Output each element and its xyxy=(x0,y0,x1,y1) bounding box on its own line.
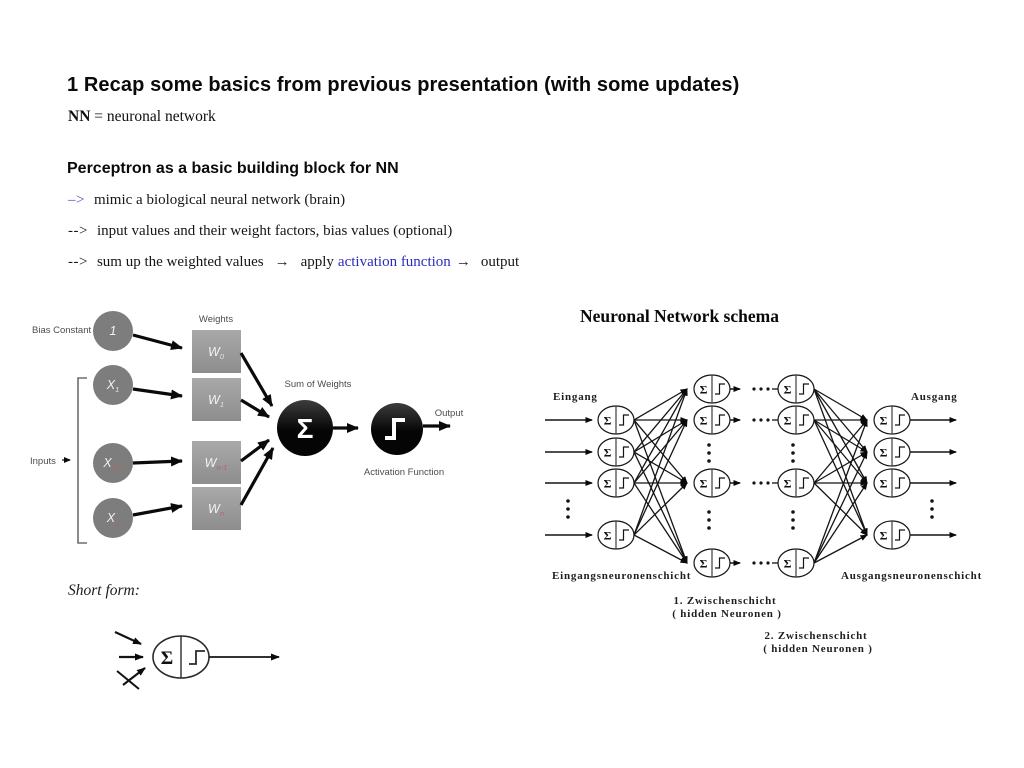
weight-box-label: $W_n$ xyxy=(208,502,224,518)
arrow xyxy=(133,335,182,348)
nn-definition xyxy=(68,108,216,126)
connection-arrow xyxy=(814,535,867,563)
sigma-icon: Σ xyxy=(879,413,888,428)
weights-label: Weights xyxy=(198,314,234,325)
sigma-icon: Σ xyxy=(296,413,314,444)
arrow xyxy=(133,461,182,463)
sigma-icon: Σ xyxy=(879,445,888,460)
bullet-sum xyxy=(68,254,519,271)
connection-arrow xyxy=(634,389,687,535)
short-form-neuron-diagram xyxy=(103,618,303,698)
activation-node xyxy=(371,403,423,455)
more-neurons-dots xyxy=(707,526,711,530)
more-neurons-dots xyxy=(707,459,711,463)
bullet-text: apply xyxy=(300,254,334,270)
output-label: Output xyxy=(434,408,464,419)
more-outputs-dots xyxy=(930,515,934,519)
more-neurons-dots xyxy=(791,443,795,447)
connection-arrow xyxy=(814,483,867,563)
more-inputs-dots xyxy=(566,507,570,511)
more-neurons-dots xyxy=(791,510,795,514)
bullet-text: input values and their weight factors, bias values (optional) xyxy=(96,223,453,239)
more-inputs-dots xyxy=(566,499,570,503)
more-neurons-dots xyxy=(707,451,711,455)
arrow-marker-icon: –> xyxy=(68,192,85,208)
connection-arrow xyxy=(814,389,867,535)
layer-ellipsis-dots xyxy=(752,387,755,390)
page-title: 1 Recap some basics from previous presentation (with some updates) xyxy=(67,74,740,96)
sigma-icon: Σ xyxy=(783,382,792,397)
sigma-icon: Σ xyxy=(603,445,612,460)
more-neurons-dots xyxy=(791,518,795,522)
weight-box-label: $W_1$ xyxy=(208,393,224,409)
arrow xyxy=(241,353,272,406)
arrow xyxy=(241,440,269,461)
nn-schema-title: Neuronal Network schema xyxy=(580,306,779,326)
crossed-input-line xyxy=(117,671,139,689)
activation-function-link[interactable]: activation function xyxy=(337,254,451,270)
sigma-icon: Σ xyxy=(783,413,792,428)
arrow xyxy=(241,400,269,417)
layer-ellipsis-dots xyxy=(752,418,755,421)
layer-ellipsis-dots xyxy=(766,387,769,390)
activation-function-label: Activation Function xyxy=(363,467,445,478)
layer-ellipsis-dots xyxy=(759,418,762,421)
sigma-icon: Σ xyxy=(603,528,612,543)
arrow-marker-icon: --> xyxy=(68,223,88,239)
perceptron-diagram xyxy=(8,293,488,555)
short-form-label: Short form: xyxy=(68,582,140,599)
inputs-bracket xyxy=(78,378,87,543)
layer-ellipsis-dots xyxy=(766,561,769,564)
input-node-label: $X_n$ xyxy=(106,511,120,527)
hidden-layer-1-label: 1. Zwischenschicht xyxy=(673,595,777,607)
layer-ellipsis-dots xyxy=(752,481,755,484)
bullet-mimic xyxy=(68,192,345,209)
nn-abbrev: NN xyxy=(68,108,91,125)
hidden-layer-2-label: 2. Zwischenschicht xyxy=(764,630,868,642)
input-arrow xyxy=(123,668,145,685)
sigma-icon: Σ xyxy=(879,528,888,543)
hidden-layer-1-sublabel: ( hidden Neuronen ) xyxy=(672,608,782,620)
bullet-text: output xyxy=(480,254,520,270)
connection-arrow xyxy=(634,535,687,563)
more-outputs-dots xyxy=(930,499,934,503)
layer-ellipsis-dots xyxy=(759,561,762,564)
sigma-icon: Σ xyxy=(160,648,174,669)
connection-arrow xyxy=(634,389,687,420)
output-layer-label: Ausgangsneuronenschicht xyxy=(841,570,983,582)
weight-box-label: $W_{n-1}$ xyxy=(204,456,228,472)
ausgang-label: Ausgang xyxy=(911,391,958,403)
right-arrow-icon: → xyxy=(455,254,471,270)
more-outputs-dots xyxy=(930,507,934,511)
sigma-icon: Σ xyxy=(699,413,708,428)
right-arrow-icon: → xyxy=(274,254,290,270)
eingang-label: Eingang xyxy=(553,391,598,403)
bias-constant-label: Bias Constant xyxy=(32,325,92,336)
input-node-label: 1 xyxy=(109,324,117,338)
more-neurons-dots xyxy=(707,518,711,522)
sigma-icon: Σ xyxy=(699,556,708,571)
sigma-icon: Σ xyxy=(603,476,612,491)
sigma-icon: Σ xyxy=(879,476,888,491)
more-inputs-dots xyxy=(566,515,570,519)
weight-box-label: $W_0$ xyxy=(208,345,224,361)
bullet-inputs xyxy=(68,223,452,240)
sigma-icon: Σ xyxy=(699,382,708,397)
connection-arrow xyxy=(814,452,867,563)
layer-ellipsis-dots xyxy=(759,481,762,484)
sigma-icon: Σ xyxy=(783,476,792,491)
input-layer-label: Eingangsneuronenschicht xyxy=(552,570,692,582)
layer-ellipsis-dots xyxy=(752,561,755,564)
neural-network-schema-diagram xyxy=(543,373,1008,668)
hidden-layer-2-sublabel: ( hidden Neuronen ) xyxy=(763,643,873,655)
sigma-icon: Σ xyxy=(699,476,708,491)
arrow xyxy=(133,506,182,515)
connection-arrow xyxy=(814,389,867,420)
inputs-label: Inputs xyxy=(30,456,56,467)
arrow xyxy=(133,389,182,396)
nn-definition-rest: = neuronal network xyxy=(90,108,216,125)
section-heading: Perceptron as a basic building block for NN xyxy=(67,160,399,177)
input-arrow xyxy=(115,632,141,644)
arrow-marker-icon: --> xyxy=(68,254,88,270)
sum-of-weights-label: Sum of Weights xyxy=(284,379,352,390)
sigma-icon: Σ xyxy=(783,556,792,571)
layer-ellipsis-dots xyxy=(766,418,769,421)
more-neurons-dots xyxy=(707,510,711,514)
more-neurons-dots xyxy=(791,526,795,530)
sigma-icon: Σ xyxy=(603,413,612,428)
more-neurons-dots xyxy=(791,451,795,455)
connection-arrow xyxy=(634,483,687,563)
bullet-text: sum up the weighted values xyxy=(96,254,264,270)
more-neurons-dots xyxy=(791,459,795,463)
more-neurons-dots xyxy=(707,443,711,447)
layer-ellipsis-dots xyxy=(766,481,769,484)
input-node-label: $X_{n-1}$ xyxy=(103,456,123,472)
input-node-label: $X_1$ xyxy=(106,378,120,394)
layer-ellipsis-dots xyxy=(759,387,762,390)
bullet-text: mimic a biological neural network (brain) xyxy=(93,192,346,208)
